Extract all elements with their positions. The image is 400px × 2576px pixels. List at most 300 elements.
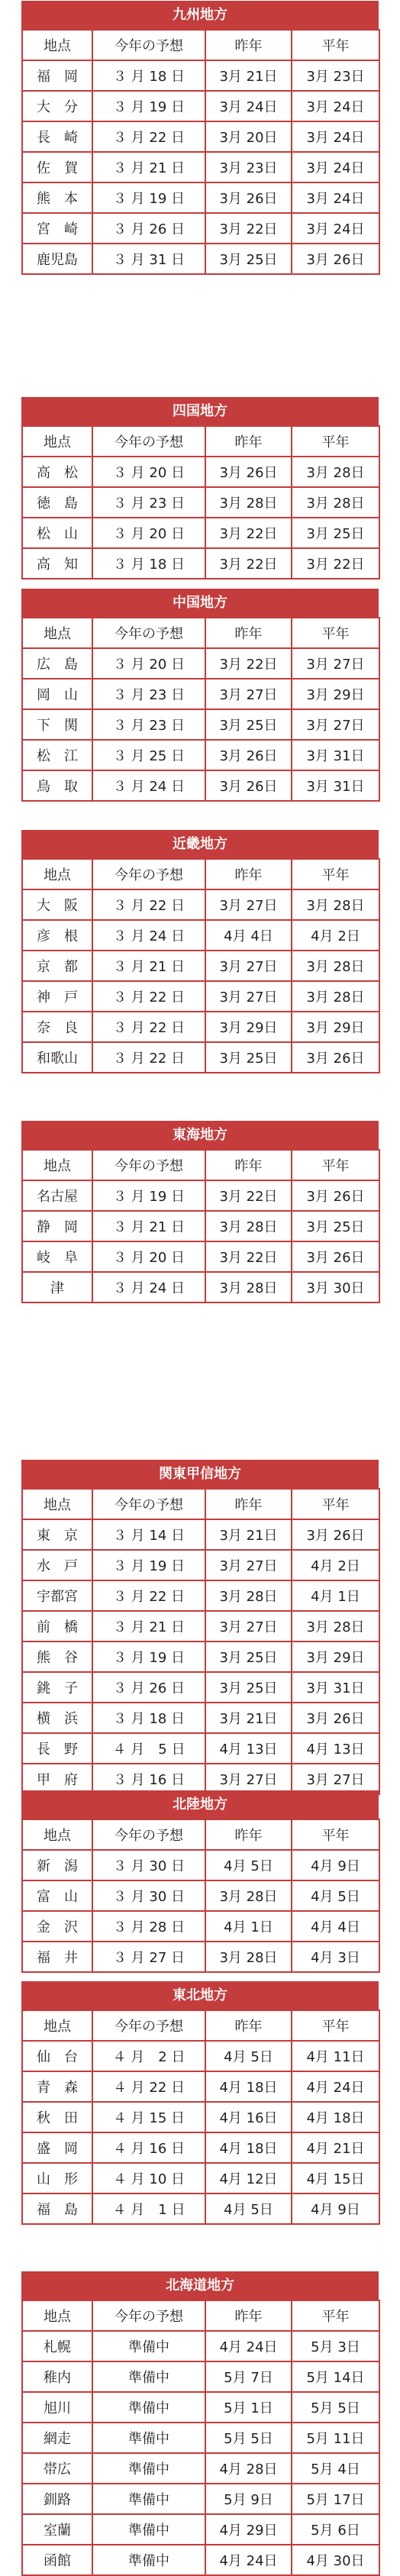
table-header-row bbox=[22, 30, 379, 60]
forecast-cell: 準備中 bbox=[92, 2453, 205, 2484]
column-header: 今年の予想 bbox=[92, 2300, 205, 2331]
location-cell: 銚 子 bbox=[22, 1672, 92, 1703]
location-cell: 広 島 bbox=[22, 648, 92, 679]
normal-cell: 3月 24日 bbox=[292, 152, 379, 182]
last-year-cell: 3月 27日 bbox=[205, 1764, 292, 1794]
normal-cell: 3月 28日 bbox=[292, 457, 379, 487]
table-row bbox=[22, 548, 379, 579]
normal-cell: 5月 5日 bbox=[292, 2392, 379, 2423]
last-year-cell: 4月 5日 bbox=[205, 2041, 292, 2071]
normal-cell: 4月 21日 bbox=[292, 2132, 379, 2163]
normal-cell: 4月 3日 bbox=[292, 1942, 379, 1972]
normal-cell: 4月 4日 bbox=[292, 1911, 379, 1942]
forecast-cell: 準備中 bbox=[92, 2392, 205, 2423]
forecast-cell: ３ 月 16 日 bbox=[92, 1764, 205, 1794]
location-cell: 釧路 bbox=[22, 2484, 92, 2514]
table-row bbox=[22, 1703, 379, 1733]
normal-cell: 3月 29日 bbox=[292, 679, 379, 709]
table-row bbox=[22, 1942, 379, 1972]
table-row bbox=[22, 2453, 379, 2484]
normal-cell: 3月 22日 bbox=[292, 548, 379, 579]
table-header-row bbox=[22, 2010, 379, 2041]
forecast-table bbox=[21, 1819, 380, 1973]
forecast-cell: ３ 月 21 日 bbox=[92, 1211, 205, 1241]
forecast-cell: ４ 月 10 日 bbox=[92, 2163, 205, 2193]
column-header: 昨年 bbox=[205, 618, 292, 648]
column-header: 地点 bbox=[22, 2300, 92, 2331]
table-row bbox=[22, 1672, 379, 1703]
forecast-cell: ３ 月 19 日 bbox=[92, 182, 205, 213]
column-header: 平年 bbox=[292, 426, 379, 457]
column-header: 平年 bbox=[292, 2010, 379, 2041]
table-row bbox=[22, 152, 379, 182]
column-header: 今年の予想 bbox=[92, 618, 205, 648]
forecast-cell: ３ 月 25 日 bbox=[92, 740, 205, 770]
region-section bbox=[21, 2271, 379, 2576]
table-row bbox=[22, 2041, 379, 2071]
forecast-table bbox=[21, 29, 380, 275]
region-section bbox=[21, 397, 379, 579]
normal-cell: 3月 26日 bbox=[292, 1180, 379, 1211]
table-row bbox=[22, 2545, 379, 2575]
normal-cell: 3月 29日 bbox=[292, 1641, 379, 1672]
region-section bbox=[21, 1460, 379, 1795]
column-header: 今年の予想 bbox=[92, 859, 205, 889]
table-row bbox=[22, 487, 379, 518]
last-year-cell: 3月 25日 bbox=[205, 1042, 292, 1073]
forecast-cell: ３ 月 26 日 bbox=[92, 1672, 205, 1703]
forecast-cell: ３ 月 18 日 bbox=[92, 60, 205, 91]
last-year-cell: 5月 1日 bbox=[205, 2392, 292, 2423]
normal-cell: 3月 28日 bbox=[292, 951, 379, 981]
location-cell: 福 島 bbox=[22, 2193, 92, 2224]
column-header: 昨年 bbox=[205, 2010, 292, 2041]
normal-cell: 4月 9日 bbox=[292, 1850, 379, 1880]
table-row bbox=[22, 244, 379, 274]
forecast-cell: ３ 月 21 日 bbox=[92, 1611, 205, 1641]
forecast-cell: ４ 月 16 日 bbox=[92, 2132, 205, 2163]
region-title: 東海地方 bbox=[21, 1121, 379, 1149]
normal-cell: 3月 24日 bbox=[292, 182, 379, 213]
last-year-cell: 4月 13日 bbox=[205, 1733, 292, 1764]
last-year-cell: 3月 28日 bbox=[205, 1211, 292, 1241]
table-row bbox=[22, 91, 379, 121]
table-row bbox=[22, 1580, 379, 1611]
column-header: 平年 bbox=[292, 618, 379, 648]
table-row bbox=[22, 1241, 379, 1272]
table-row bbox=[22, 1180, 379, 1211]
normal-cell: 3月 31日 bbox=[292, 1672, 379, 1703]
forecast-cell: ３ 月 18 日 bbox=[92, 1703, 205, 1733]
last-year-cell: 4月 18日 bbox=[205, 2132, 292, 2163]
region-section bbox=[21, 1790, 379, 1973]
last-year-cell: 3月 26日 bbox=[205, 457, 292, 487]
location-cell: 帯広 bbox=[22, 2453, 92, 2484]
last-year-cell: 3月 22日 bbox=[205, 648, 292, 679]
location-cell: 和歌山 bbox=[22, 1042, 92, 1073]
table-row bbox=[22, 2132, 379, 2163]
table-row bbox=[22, 770, 379, 801]
forecast-cell: ３ 月 21 日 bbox=[92, 152, 205, 182]
location-cell: 甲 府 bbox=[22, 1764, 92, 1794]
forecast-cell: ３ 月 24 日 bbox=[92, 770, 205, 801]
location-cell: 網走 bbox=[22, 2423, 92, 2453]
table-row bbox=[22, 2331, 379, 2361]
normal-cell: 3月 24日 bbox=[292, 121, 379, 152]
forecast-cell: 準備中 bbox=[92, 2484, 205, 2514]
column-header: 地点 bbox=[22, 2010, 92, 2041]
forecast-cell: ３ 月 20 日 bbox=[92, 518, 205, 548]
location-cell: 松 江 bbox=[22, 740, 92, 770]
normal-cell: 3月 25日 bbox=[292, 518, 379, 548]
forecast-cell: ３ 月 30 日 bbox=[92, 1850, 205, 1880]
location-cell: 岐 阜 bbox=[22, 1241, 92, 1272]
table-row bbox=[22, 518, 379, 548]
forecast-cell: ３ 月 22 日 bbox=[92, 981, 205, 1012]
column-header: 平年 bbox=[292, 1489, 379, 1519]
region-title: 北海道地方 bbox=[21, 2271, 379, 2300]
column-header: 地点 bbox=[22, 1819, 92, 1850]
region-title: 北陸地方 bbox=[21, 1790, 379, 1819]
region-title: 中国地方 bbox=[21, 589, 379, 617]
location-cell: 仙 台 bbox=[22, 2041, 92, 2071]
table-row bbox=[22, 213, 379, 244]
table-row bbox=[22, 709, 379, 740]
table-row bbox=[22, 2423, 379, 2453]
region-section bbox=[21, 830, 379, 1073]
location-cell: 高 知 bbox=[22, 548, 92, 579]
table-header-row bbox=[22, 1819, 379, 1850]
forecast-cell: 準備中 bbox=[92, 2545, 205, 2575]
normal-cell: 5月 4日 bbox=[292, 2453, 379, 2484]
location-cell: 金 沢 bbox=[22, 1911, 92, 1942]
normal-cell: 5月 6日 bbox=[292, 2514, 379, 2545]
normal-cell: 4月 9日 bbox=[292, 2193, 379, 2224]
last-year-cell: 3月 22日 bbox=[205, 1180, 292, 1211]
last-year-cell: 3月 26日 bbox=[205, 770, 292, 801]
location-cell: 水 戸 bbox=[22, 1550, 92, 1580]
forecast-cell: 準備中 bbox=[92, 2423, 205, 2453]
normal-cell: 3月 27日 bbox=[292, 1764, 379, 1794]
location-cell: 富 山 bbox=[22, 1880, 92, 1911]
table-row bbox=[22, 740, 379, 770]
table-row bbox=[22, 981, 379, 1012]
location-cell: 徳 島 bbox=[22, 487, 92, 518]
location-cell: 下 関 bbox=[22, 709, 92, 740]
forecast-cell: ３ 月 20 日 bbox=[92, 457, 205, 487]
last-year-cell: 4月 18日 bbox=[205, 2071, 292, 2102]
last-year-cell: 4月 5日 bbox=[205, 1850, 292, 1880]
last-year-cell: 3月 21日 bbox=[205, 1703, 292, 1733]
forecast-cell: 準備中 bbox=[92, 2361, 205, 2392]
location-cell: 稚内 bbox=[22, 2361, 92, 2392]
column-header: 地点 bbox=[22, 1150, 92, 1180]
table-row bbox=[22, 889, 379, 920]
forecast-cell: ３ 月 31 日 bbox=[92, 244, 205, 274]
column-header: 今年の予想 bbox=[92, 30, 205, 60]
forecast-cell: ４ 月 22 日 bbox=[92, 2071, 205, 2102]
last-year-cell: 5月 5日 bbox=[205, 2423, 292, 2453]
forecast-table bbox=[21, 858, 380, 1073]
table-row bbox=[22, 2361, 379, 2392]
location-cell: 東 京 bbox=[22, 1519, 92, 1550]
forecast-table bbox=[21, 425, 380, 579]
table-row bbox=[22, 1272, 379, 1303]
last-year-cell: 3月 26日 bbox=[205, 182, 292, 213]
table-row bbox=[22, 1850, 379, 1880]
last-year-cell: 4月 24日 bbox=[205, 2331, 292, 2361]
normal-cell: 3月 29日 bbox=[292, 1012, 379, 1042]
normal-cell: 3月 26日 bbox=[292, 1703, 379, 1733]
forecast-cell: ３ 月 30 日 bbox=[92, 1880, 205, 1911]
normal-cell: 4月 2日 bbox=[292, 920, 379, 951]
normal-cell: 3月 23日 bbox=[292, 60, 379, 91]
column-header: 昨年 bbox=[205, 1819, 292, 1850]
last-year-cell: 3月 28日 bbox=[205, 1580, 292, 1611]
table-row bbox=[22, 2102, 379, 2132]
region-title: 東北地方 bbox=[21, 1981, 379, 2009]
table-header-row bbox=[22, 1150, 379, 1180]
column-header: 平年 bbox=[292, 859, 379, 889]
location-cell: 福 井 bbox=[22, 1942, 92, 1972]
last-year-cell: 4月 12日 bbox=[205, 2163, 292, 2193]
last-year-cell: 4月 29日 bbox=[205, 2514, 292, 2545]
forecast-cell: ３ 月 28 日 bbox=[92, 1911, 205, 1942]
forecast-table bbox=[21, 2009, 380, 2225]
location-cell: 津 bbox=[22, 1272, 92, 1303]
last-year-cell: 4月 16日 bbox=[205, 2102, 292, 2132]
table-row bbox=[22, 951, 379, 981]
forecast-cell: ３ 月 23 日 bbox=[92, 679, 205, 709]
normal-cell: 4月 24日 bbox=[292, 2071, 379, 2102]
location-cell: 鹿児島 bbox=[22, 244, 92, 274]
location-cell: 熊 谷 bbox=[22, 1641, 92, 1672]
forecast-cell: ３ 月 18 日 bbox=[92, 548, 205, 579]
forecast-cell: ４ 月 2 日 bbox=[92, 2041, 205, 2071]
last-year-cell: 3月 28日 bbox=[205, 1880, 292, 1911]
last-year-cell: 3月 20日 bbox=[205, 121, 292, 152]
table-row bbox=[22, 1641, 379, 1672]
location-cell: 秋 田 bbox=[22, 2102, 92, 2132]
table-row bbox=[22, 2163, 379, 2193]
forecast-cell: ３ 月 19 日 bbox=[92, 91, 205, 121]
column-header: 昨年 bbox=[205, 2300, 292, 2331]
last-year-cell: 3月 22日 bbox=[205, 548, 292, 579]
location-cell: 名古屋 bbox=[22, 1180, 92, 1211]
column-header: 平年 bbox=[292, 30, 379, 60]
normal-cell: 3月 31日 bbox=[292, 740, 379, 770]
forecast-cell: ３ 月 22 日 bbox=[92, 1012, 205, 1042]
forecast-cell: ３ 月 19 日 bbox=[92, 1641, 205, 1672]
forecast-table bbox=[21, 1488, 380, 1795]
normal-cell: 3月 27日 bbox=[292, 648, 379, 679]
column-header: 昨年 bbox=[205, 30, 292, 60]
normal-cell: 3月 26日 bbox=[292, 1042, 379, 1073]
normal-cell: 3月 28日 bbox=[292, 889, 379, 920]
table-row bbox=[22, 2193, 379, 2224]
normal-cell: 3月 25日 bbox=[292, 1211, 379, 1241]
column-header: 地点 bbox=[22, 426, 92, 457]
table-row bbox=[22, 1733, 379, 1764]
table-row bbox=[22, 1611, 379, 1641]
last-year-cell: 4月 4日 bbox=[205, 920, 292, 951]
forecast-cell: ３ 月 20 日 bbox=[92, 1241, 205, 1272]
forecast-cell: ３ 月 20 日 bbox=[92, 648, 205, 679]
region-title: 九州地方 bbox=[21, 1, 379, 29]
column-header: 今年の予想 bbox=[92, 1489, 205, 1519]
normal-cell: 3月 24日 bbox=[292, 213, 379, 244]
table-row bbox=[22, 1211, 379, 1241]
forecast-table bbox=[21, 2300, 380, 2576]
last-year-cell: 4月 1日 bbox=[205, 1911, 292, 1942]
last-year-cell: 3月 26日 bbox=[205, 740, 292, 770]
table-header-row bbox=[22, 859, 379, 889]
location-cell: 横 浜 bbox=[22, 1703, 92, 1733]
normal-cell: 5月 17日 bbox=[292, 2484, 379, 2514]
last-year-cell: 5月 9日 bbox=[205, 2484, 292, 2514]
location-cell: 函館 bbox=[22, 2545, 92, 2575]
forecast-cell: ３ 月 22 日 bbox=[92, 1042, 205, 1073]
normal-cell: 4月 11日 bbox=[292, 2041, 379, 2071]
forecast-cell: ３ 月 14 日 bbox=[92, 1519, 205, 1550]
column-header: 平年 bbox=[292, 1150, 379, 1180]
column-header: 地点 bbox=[22, 859, 92, 889]
last-year-cell: 3月 25日 bbox=[205, 709, 292, 740]
last-year-cell: 3月 25日 bbox=[205, 1641, 292, 1672]
location-cell: 室蘭 bbox=[22, 2514, 92, 2545]
normal-cell: 5月 14日 bbox=[292, 2361, 379, 2392]
table-row bbox=[22, 182, 379, 213]
normal-cell: 4月 18日 bbox=[292, 2102, 379, 2132]
normal-cell: 3月 28日 bbox=[292, 981, 379, 1012]
column-header: 昨年 bbox=[205, 1150, 292, 1180]
column-header: 地点 bbox=[22, 30, 92, 60]
forecast-cell: ３ 月 27 日 bbox=[92, 1942, 205, 1972]
location-cell: 京 都 bbox=[22, 951, 92, 981]
location-cell: 宇都宮 bbox=[22, 1580, 92, 1611]
normal-cell: 4月 5日 bbox=[292, 1880, 379, 1911]
normal-cell: 3月 26日 bbox=[292, 244, 379, 274]
location-cell: 青 森 bbox=[22, 2071, 92, 2102]
region-title: 近畿地方 bbox=[21, 830, 379, 858]
location-cell: 新 潟 bbox=[22, 1850, 92, 1880]
normal-cell: 3月 28日 bbox=[292, 1611, 379, 1641]
forecast-cell: ３ 月 23 日 bbox=[92, 709, 205, 740]
forecast-cell: ３ 月 21 日 bbox=[92, 951, 205, 981]
last-year-cell: 4月 24日 bbox=[205, 2545, 292, 2575]
location-cell: 彦 根 bbox=[22, 920, 92, 951]
table-row bbox=[22, 1012, 379, 1042]
location-cell: 盛 岡 bbox=[22, 2132, 92, 2163]
last-year-cell: 3月 25日 bbox=[205, 244, 292, 274]
location-cell: 佐 賀 bbox=[22, 152, 92, 182]
column-header: 昨年 bbox=[205, 859, 292, 889]
forecast-cell: ３ 月 24 日 bbox=[92, 920, 205, 951]
last-year-cell: 3月 23日 bbox=[205, 152, 292, 182]
location-cell: 奈 良 bbox=[22, 1012, 92, 1042]
table-row bbox=[22, 2392, 379, 2423]
forecast-cell: ３ 月 22 日 bbox=[92, 1580, 205, 1611]
location-cell: 長 野 bbox=[22, 1733, 92, 1764]
table-row bbox=[22, 679, 379, 709]
table-row bbox=[22, 920, 379, 951]
column-header: 地点 bbox=[22, 618, 92, 648]
table-row bbox=[22, 60, 379, 91]
location-cell: 福 岡 bbox=[22, 60, 92, 91]
column-header: 今年の予想 bbox=[92, 1819, 205, 1850]
last-year-cell: 3月 28日 bbox=[205, 1272, 292, 1303]
column-header: 今年の予想 bbox=[92, 426, 205, 457]
forecast-cell: ４ 月 5 日 bbox=[92, 1733, 205, 1764]
normal-cell: 3月 30日 bbox=[292, 1272, 379, 1303]
region-title: 関東甲信地方 bbox=[21, 1460, 379, 1488]
last-year-cell: 3月 28日 bbox=[205, 1942, 292, 1972]
last-year-cell: 3月 22日 bbox=[205, 1241, 292, 1272]
table-header-row bbox=[22, 426, 379, 457]
forecast-cell: ３ 月 22 日 bbox=[92, 889, 205, 920]
forecast-cell: ３ 月 23 日 bbox=[92, 487, 205, 518]
forecast-cell: ３ 月 19 日 bbox=[92, 1550, 205, 1580]
normal-cell: 4月 2日 bbox=[292, 1550, 379, 1580]
last-year-cell: 3月 21日 bbox=[205, 1519, 292, 1550]
forecast-cell: ３ 月 24 日 bbox=[92, 1272, 205, 1303]
normal-cell: 3月 31日 bbox=[292, 770, 379, 801]
last-year-cell: 3月 22日 bbox=[205, 518, 292, 548]
normal-cell: 5月 3日 bbox=[292, 2331, 379, 2361]
column-header: 昨年 bbox=[205, 426, 292, 457]
last-year-cell: 3月 27日 bbox=[205, 1550, 292, 1580]
forecast-cell: ３ 月 26 日 bbox=[92, 213, 205, 244]
table-header-row bbox=[22, 1489, 379, 1519]
table-row bbox=[22, 1042, 379, 1073]
forecast-cell: 準備中 bbox=[92, 2514, 205, 2545]
last-year-cell: 3月 22日 bbox=[205, 213, 292, 244]
table-header-row bbox=[22, 2300, 379, 2331]
normal-cell: 3月 24日 bbox=[292, 91, 379, 121]
column-header: 今年の予想 bbox=[92, 2010, 205, 2041]
region-title: 四国地方 bbox=[21, 397, 379, 425]
last-year-cell: 3月 27日 bbox=[205, 981, 292, 1012]
region-section bbox=[21, 1, 379, 275]
table-row bbox=[22, 2071, 379, 2102]
last-year-cell: 3月 27日 bbox=[205, 889, 292, 920]
table-row bbox=[22, 1911, 379, 1942]
location-cell: 宮 崎 bbox=[22, 213, 92, 244]
forecast-cell: ４ 月 15 日 bbox=[92, 2102, 205, 2132]
location-cell: 松 山 bbox=[22, 518, 92, 548]
table-row bbox=[22, 2514, 379, 2545]
location-cell: 札幌 bbox=[22, 2331, 92, 2361]
forecast-table bbox=[21, 617, 380, 802]
normal-cell: 3月 26日 bbox=[292, 1241, 379, 1272]
table-row bbox=[22, 457, 379, 487]
location-cell: 旭川 bbox=[22, 2392, 92, 2423]
location-cell: 鳥 取 bbox=[22, 770, 92, 801]
table-row bbox=[22, 2484, 379, 2514]
forecast-table bbox=[21, 1149, 380, 1303]
location-cell: 神 戸 bbox=[22, 981, 92, 1012]
last-year-cell: 5月 7日 bbox=[205, 2361, 292, 2392]
table-row bbox=[22, 1880, 379, 1911]
normal-cell: 5月 11日 bbox=[292, 2423, 379, 2453]
normal-cell: 4月 1日 bbox=[292, 1580, 379, 1611]
normal-cell: 4月 13日 bbox=[292, 1733, 379, 1764]
forecast-cell: ３ 月 22 日 bbox=[92, 121, 205, 152]
normal-cell: 4月 15日 bbox=[292, 2163, 379, 2193]
location-cell: 大 阪 bbox=[22, 889, 92, 920]
normal-cell: 4月 30日 bbox=[292, 2545, 379, 2575]
table-row bbox=[22, 648, 379, 679]
